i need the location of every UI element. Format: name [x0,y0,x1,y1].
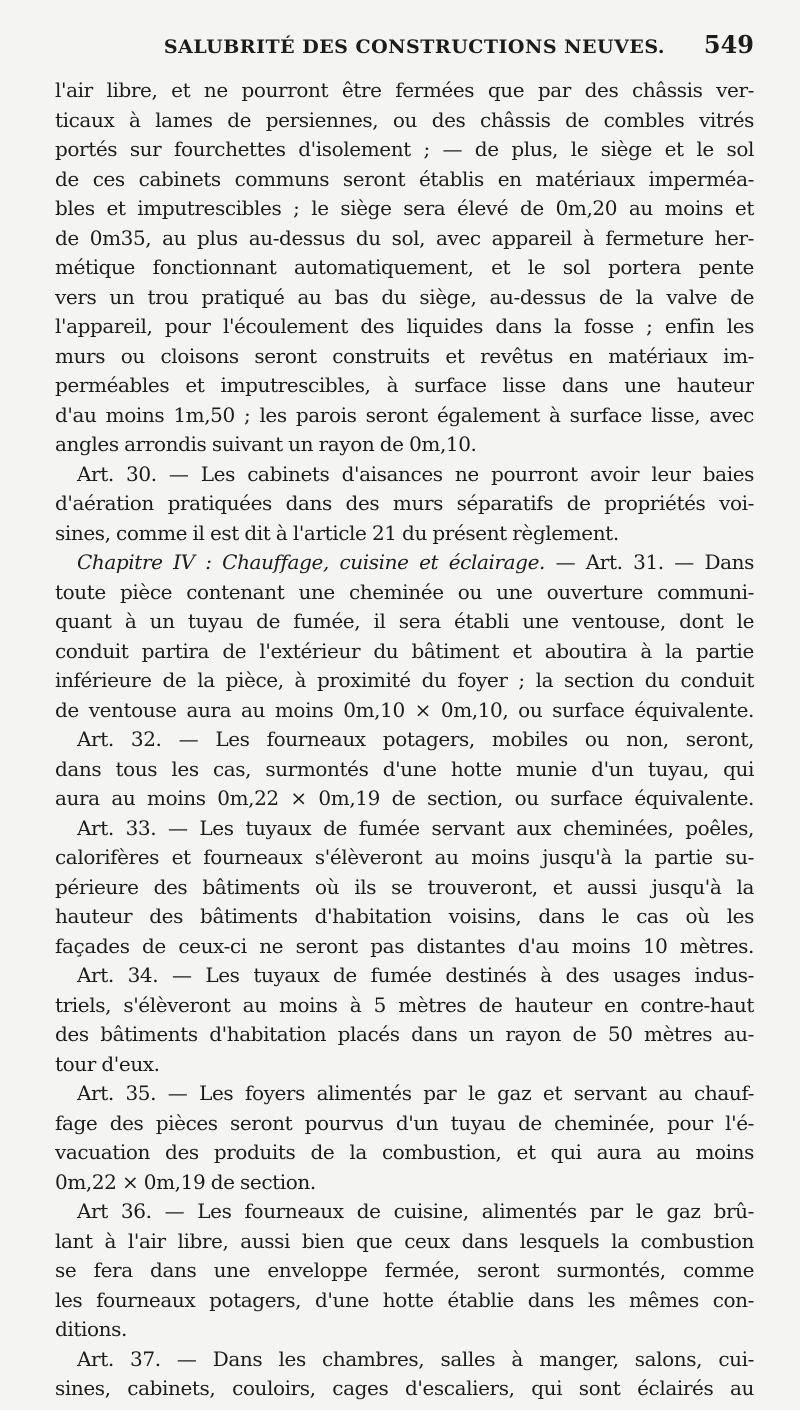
text-line: ticaux à lames de persiennes, ou des châssis de combles vitrés [55,107,754,132]
text-line: Chapitre IV : Chauffage, cuisine et éclairage. — Art. 31. — Dans [77,550,754,574]
text-line: métique fonctionnant automatiquement, et le sol portera pente [55,255,754,279]
text-line: calorifères et fourneaux s'élèveront au moins jusqu'à la partie su- [55,845,754,869]
text-line: d'aération pratiquées dans des murs séparatifs de propriétés voi- [55,491,754,515]
text-line: dans tous les cas, surmontés d'une hotte munie d'un tuyau, qui [55,756,754,781]
text-line: lant à l'air libre, aussi bien que ceux dans lesquels la combustion [55,1228,754,1253]
text-line: les fourneaux potagers, d'une hotte établie dans les mêmes con- [55,1287,754,1312]
text-line: façades de ceux-ci ne seront pas distantes d'au moins 10 mètres. [55,933,754,958]
text-line: quant à un tuyau de fumée, il sera établi une ventouse, dont le [55,609,754,633]
text-line: l'air libre, et ne pourront être fermées que par des châssis ver- [55,78,754,102]
text-line: vacuation des produits de la combustion, et qui aura au moins [55,1140,754,1164]
text-line: angles arrondis suivant un rayon de 0m,10. [55,432,477,456]
text-line: fage des pièces seront pourvus d'un tuyau de cheminée, pour l'é- [55,1110,754,1135]
text-line: triels, s'élèveront au moins à 5 mètres de hauteur en contre-haut [55,992,754,1017]
text-line: des bâtiments d'habitation placés dans un rayon de 50 mètres au- [55,1022,754,1046]
chapter-heading: Chapitre IV : Chauffage, cuisine et éclairage. [77,550,545,574]
text-line: sines, comme il est dit à l'article 21 du présent règlement. [55,520,619,545]
text-line: perméables et imputrescibles, à surface lisse dans une hauteur [55,373,754,397]
text-line: inférieure de la pièce, à proximité du foyer ; la section du conduit [55,668,754,692]
page-number: 549 [703,30,754,59]
text-line: Art 36. — Les fourneaux de cuisine, alimentés par le gaz brû- [77,1199,754,1223]
text-line: sines, cabinets, couloirs, cages d'escaliers, qui sont éclairés au [55,1376,754,1400]
text-line: portés sur fourchettes d'isolement ; — de plus, le siège et le sol [55,137,754,161]
text-line: toute pièce contenant une cheminée ou une ouverture communi- [55,579,754,604]
text-line: vers un trou pratiqué au bas du siège, au-dessus de la valve de [55,284,754,309]
text-line: aura au moins 0m,22 × 0m,19 de section, ou surface équivalente. [55,786,754,810]
body-text [55,76,754,1404]
text-line: Art. 33. — Les tuyaux de fumée servant aux cheminées, poêles, [77,815,754,840]
text-line: périeure des bâtiments où ils se trouveront, et aussi jusqu'à la [55,874,754,899]
text-line: Art. 37. — Dans les chambres, salles à manger, salons, cui- [77,1346,754,1371]
text-line: de ces cabinets communs seront établis en matériaux imperméa- [55,166,754,191]
text-line: tour d'eux. [55,1051,160,1076]
page-header [55,30,754,70]
text-line: murs ou cloisons seront construits et revêtus en matériaux im- [55,343,754,368]
text-line: bles et imputrescibles ; le siège sera élevé de 0m,20 au moins et [55,196,754,220]
text-line: 0m,22 × 0m,19 de section. [55,1169,316,1194]
text-line: ditions. [55,1317,127,1341]
text-line: de 0m35, au plus au-dessus du sol, avec appareil à fermeture her- [55,225,754,250]
text-line: de ventouse aura au moins 0m,10 × 0m,10, ou surface équivalente. [55,697,754,722]
text-line: hauteur des bâtiments d'habitation voisins, dans le cas où les [55,904,754,928]
text-line: d'au moins 1m,50 ; les parois seront également à surface lisse, avec [55,402,754,427]
text-line: conduit partira de l'extérieur du bâtiment et aboutira à la partie [55,638,754,663]
running-title: SALUBRITÉ DES CONSTRUCTIONS NEUVES. [163,36,665,58]
text-line: se fera dans une enveloppe fermée, seront surmontés, comme [55,1258,754,1282]
text-line: Art. 32. — Les fourneaux potagers, mobiles ou non, seront, [77,727,754,751]
text-line: Art. 34. — Les tuyaux de fumée destinés à des usages indus- [77,963,754,987]
text-line: Art. 30. — Les cabinets d'aisances ne pourront avoir leur baies [77,461,754,486]
text-line: Art. 35. — Les foyers alimentés par le gaz et servant au chauf- [77,1081,754,1105]
text-line: l'appareil, pour l'écoulement des liquides dans la fosse ; enfin les [55,314,754,338]
